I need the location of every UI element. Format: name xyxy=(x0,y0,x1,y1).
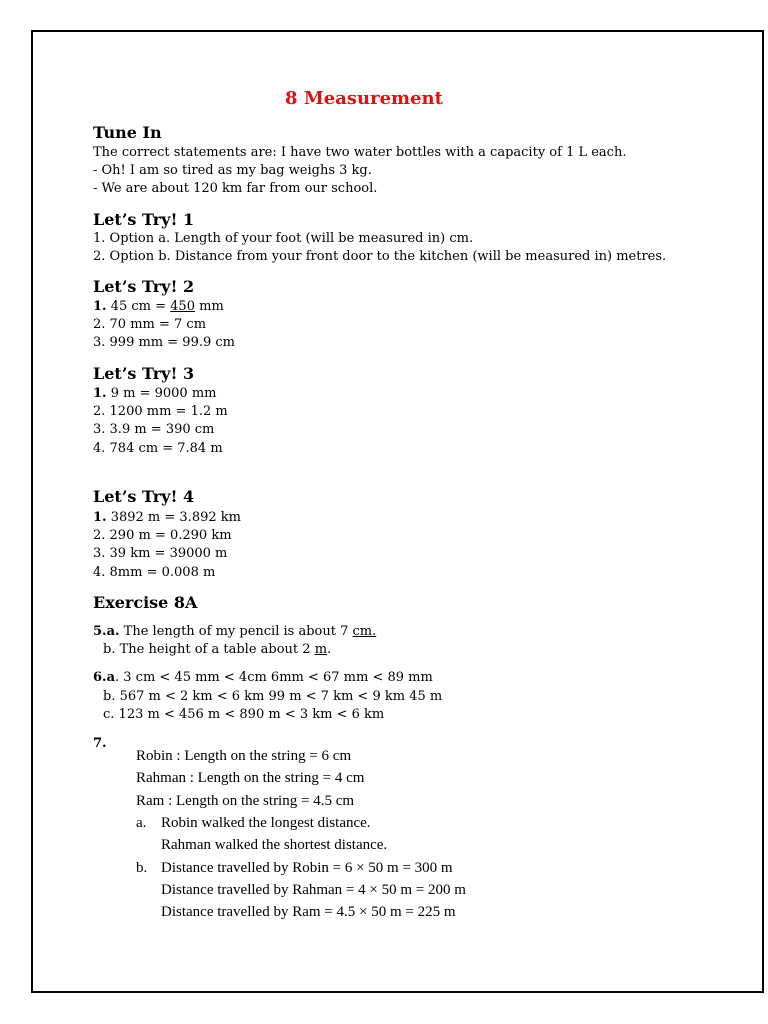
q7b-line: Distance travelled by Robin = 6 × 50 m = 300 m xyxy=(161,860,453,876)
try3-text: 9 m = 9000 mm xyxy=(106,386,217,401)
q6b-line: b. 567 m < 2 km < 6 km 99 m < 7 km < 9 km 45 m xyxy=(103,689,443,704)
q7-line: Rahman : Length on the string = 4 cm xyxy=(136,770,365,786)
try2-text: 45 cm = xyxy=(106,299,171,314)
q7b-line: Distance travelled by Ram = 4.5 × 50 m = 225 m xyxy=(161,904,456,920)
q5a-answer: cm. xyxy=(352,624,377,639)
q7a-line: Robin walked the longest distance. xyxy=(161,815,371,831)
exercise-heading: Exercise 8A xyxy=(93,593,198,612)
try1-heading: Let’s Try! 1 xyxy=(93,210,195,229)
q7b-marker: b. xyxy=(136,860,148,876)
try1-line: 2. Option b. Distance from your front door to the kitchen (will be measured in) metres. xyxy=(93,249,667,264)
q5b-text: b. The height of a table about 2 xyxy=(103,642,315,657)
page-title: 8 Measurement xyxy=(285,88,443,109)
q7-line: Robin : Length on the string = 6 cm xyxy=(136,748,352,764)
try3-heading: Let’s Try! 3 xyxy=(93,364,195,383)
q5a-text: The length of my pencil is about 7 xyxy=(119,624,353,639)
try1-line: 1. Option a. Length of your foot (will be measured in) cm. xyxy=(93,231,474,246)
q7a-marker: a. xyxy=(136,815,147,831)
q7-line: Ram : Length on the string = 4.5 cm xyxy=(136,793,355,809)
q5a-line xyxy=(93,624,376,639)
try2-unit: mm xyxy=(194,299,224,314)
q5b-line xyxy=(103,642,331,657)
tune-in-line: - We are about 120 km far from our school. xyxy=(93,181,378,196)
try3-num: 1. xyxy=(93,386,107,401)
tune-in-line: - Oh! I am so tired as my bag weighs 3 kg. xyxy=(93,163,372,178)
try4-text: 3892 m = 3.892 km xyxy=(106,510,241,525)
try2-num: 1. xyxy=(93,299,107,314)
try3-line xyxy=(93,386,216,401)
q5b-answer: m xyxy=(314,642,328,657)
tune-in-line: The correct statements are: I have two water bottles with a capacity of 1 L each. xyxy=(93,145,627,160)
tune-in-heading: Tune In xyxy=(93,123,162,142)
q7b-line: Distance travelled by Rahman = 4 × 50 m = 200 m xyxy=(161,882,466,898)
try3-line: 2. 1200 mm = 1.2 m xyxy=(93,404,228,419)
q6a-line xyxy=(93,670,433,685)
try2-line xyxy=(93,299,224,314)
try2-answer: 450 xyxy=(170,299,195,314)
try4-line: 2. 290 m = 0.290 km xyxy=(93,528,232,543)
try4-line: 3. 39 km = 39000 m xyxy=(93,546,228,561)
try2-line: 2. 70 mm = 7 cm xyxy=(93,317,207,332)
q6a-text: . 3 cm < 45 mm < 4cm 6mm < 67 mm < 89 mm xyxy=(115,670,433,685)
q5-num: 5.a. xyxy=(93,624,120,639)
q6-num: 6.a xyxy=(93,670,115,685)
try2-heading: Let’s Try! 2 xyxy=(93,277,195,296)
try4-line: 4. 8mm = 0.008 m xyxy=(93,565,216,580)
try4-line xyxy=(93,510,241,525)
try3-line: 4. 784 cm = 7.84 m xyxy=(93,441,223,456)
try3-line: 3. 3.9 m = 390 cm xyxy=(93,422,215,437)
try4-heading: Let’s Try! 4 xyxy=(93,487,195,506)
try4-num: 1. xyxy=(93,510,107,525)
q5b-end: . xyxy=(327,642,332,657)
q7a-line: Rahman walked the shortest distance. xyxy=(161,837,388,853)
q6c-line: c. 123 m < 456 m < 890 m < 3 km < 6 km xyxy=(103,707,385,722)
q7-num: 7. xyxy=(93,736,107,751)
try2-line: 3. 999 mm = 99.9 cm xyxy=(93,335,235,350)
